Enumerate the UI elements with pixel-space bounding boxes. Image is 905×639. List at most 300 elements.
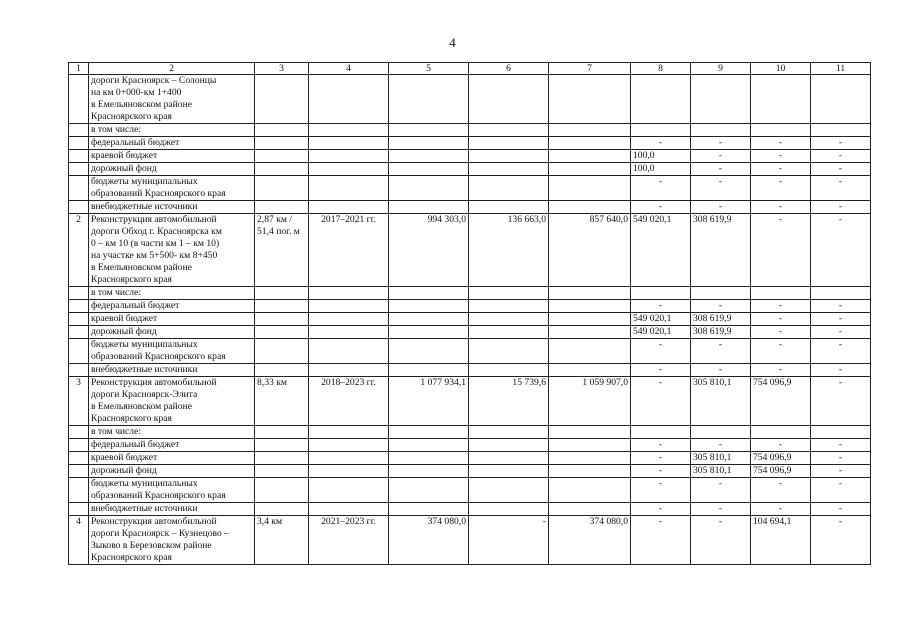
object-name xyxy=(89,426,255,439)
year-value-10: - xyxy=(751,137,811,150)
year-value-8: - xyxy=(631,503,691,516)
object-name-line: образований Красноярского края xyxy=(91,188,226,199)
funded-before xyxy=(469,439,549,452)
capacity xyxy=(255,426,309,439)
object-name xyxy=(89,124,255,137)
estimated-cost xyxy=(389,503,469,516)
funded-before xyxy=(469,364,549,377)
column-header-3: 3 xyxy=(255,63,309,75)
row-number xyxy=(69,75,89,124)
year-value-8: 549 020,1 xyxy=(631,214,691,287)
period xyxy=(309,201,389,214)
header-row xyxy=(69,63,871,75)
object-name-line: бюджеты муниципальных xyxy=(91,176,198,187)
estimated-cost xyxy=(389,452,469,465)
year-value-9: - xyxy=(691,339,751,364)
year-value-9: - xyxy=(691,176,751,201)
object-name xyxy=(89,516,255,565)
remaining-cost xyxy=(549,300,631,313)
remaining-cost xyxy=(549,465,631,478)
object-name xyxy=(89,377,255,426)
row-number xyxy=(69,426,89,439)
capacity-line: 51,4 пог. м xyxy=(257,226,300,237)
period xyxy=(309,465,389,478)
object-name-line: Красноярского края xyxy=(91,552,172,563)
object-name xyxy=(89,150,255,163)
object-name-line: на км 0+000-км 1+400 xyxy=(91,87,182,98)
year-value-9 xyxy=(691,75,751,124)
column-header-5: 5 xyxy=(389,63,469,75)
remaining-cost xyxy=(549,201,631,214)
year-value-11: - xyxy=(811,150,871,163)
column-header-8: 8 xyxy=(631,63,691,75)
object-name-line: Красноярского края xyxy=(91,111,172,122)
object-name-line: в Емельяновском районе xyxy=(91,401,192,412)
year-value-10: - xyxy=(751,439,811,452)
object-name-line: дороги Красноярск-Элита xyxy=(91,389,198,400)
year-value-11 xyxy=(811,124,871,137)
object-name-line: в Емельяновском районе xyxy=(91,99,192,110)
capacity xyxy=(255,287,309,300)
object-name-line: краевой бюджет xyxy=(91,452,158,463)
year-value-8: - xyxy=(631,364,691,377)
object-name xyxy=(89,214,255,287)
table-row xyxy=(69,503,871,516)
year-value-10: - xyxy=(751,313,811,326)
table-row xyxy=(69,364,871,377)
period xyxy=(309,75,389,124)
table-row xyxy=(69,214,871,287)
table-row xyxy=(69,326,871,339)
year-value-8: - xyxy=(631,176,691,201)
year-value-11 xyxy=(811,75,871,124)
table-row xyxy=(69,287,871,300)
row-number xyxy=(69,503,89,516)
year-value-10: 754 096,9 xyxy=(751,377,811,426)
year-value-10: - xyxy=(751,150,811,163)
year-value-8: 100,0 xyxy=(631,150,691,163)
object-name xyxy=(89,75,255,124)
row-number xyxy=(69,287,89,300)
funded-before xyxy=(469,300,549,313)
remaining-cost xyxy=(549,124,631,137)
funded-before xyxy=(469,176,549,201)
year-value-9: - xyxy=(691,137,751,150)
object-name xyxy=(89,176,255,201)
object-name-line: федеральный бюджет xyxy=(91,300,180,311)
object-name-line: краевой бюджет xyxy=(91,313,158,324)
year-value-9: - xyxy=(691,150,751,163)
object-name xyxy=(89,503,255,516)
year-value-9: - xyxy=(691,439,751,452)
table-row xyxy=(69,426,871,439)
year-value-8: - xyxy=(631,377,691,426)
object-name-line: краевой бюджет xyxy=(91,150,158,161)
table-row xyxy=(69,163,871,176)
year-value-10: - xyxy=(751,163,811,176)
year-value-10 xyxy=(751,426,811,439)
estimated-cost xyxy=(389,326,469,339)
column-header-10: 10 xyxy=(751,63,811,75)
table-row xyxy=(69,465,871,478)
estimated-cost xyxy=(389,150,469,163)
year-value-9: 305 810,1 xyxy=(691,465,751,478)
column-header-4: 4 xyxy=(309,63,389,75)
capacity xyxy=(255,313,309,326)
capacity xyxy=(255,75,309,124)
year-value-11: - xyxy=(811,201,871,214)
capacity xyxy=(255,150,309,163)
period xyxy=(309,313,389,326)
table-row xyxy=(69,150,871,163)
object-name-line: Красноярского края xyxy=(91,413,172,424)
year-value-9: 308 619,9 xyxy=(691,214,751,287)
table-row xyxy=(69,478,871,503)
object-name-line: дороги Красноярск – Кузнецово – xyxy=(91,528,229,539)
capacity xyxy=(255,201,309,214)
estimated-cost xyxy=(389,163,469,176)
object-name-line: в Емельяновском районе xyxy=(91,262,192,273)
year-value-10: - xyxy=(751,176,811,201)
year-value-10: 104 694,1 xyxy=(751,516,811,565)
capacity xyxy=(255,137,309,150)
estimated-cost xyxy=(389,426,469,439)
year-value-10: - xyxy=(751,214,811,287)
year-value-9: 308 619,9 xyxy=(691,326,751,339)
year-value-10 xyxy=(751,287,811,300)
object-name xyxy=(89,465,255,478)
funded-before xyxy=(469,426,549,439)
period: 2021–2023 гг. xyxy=(309,516,389,565)
capacity xyxy=(255,214,309,287)
estimated-cost xyxy=(389,300,469,313)
estimated-cost xyxy=(389,313,469,326)
object-name-line: дороги Красноярск – Солонцы xyxy=(91,75,217,86)
table-row xyxy=(69,377,871,426)
object-name xyxy=(89,478,255,503)
funded-before xyxy=(469,465,549,478)
object-name xyxy=(89,287,255,300)
remaining-cost xyxy=(549,339,631,364)
year-value-8 xyxy=(631,124,691,137)
row-number: 4 xyxy=(69,516,89,565)
capacity-line: 3,4 км xyxy=(257,516,283,527)
funded-before: 136 663,0 xyxy=(469,214,549,287)
year-value-8 xyxy=(631,75,691,124)
estimated-cost: 374 080,0 xyxy=(389,516,469,565)
object-name xyxy=(89,452,255,465)
object-name-line: в том числе: xyxy=(91,287,142,298)
remaining-cost xyxy=(549,364,631,377)
object-name xyxy=(89,339,255,364)
object-name-line: федеральный бюджет xyxy=(91,137,180,148)
row-number xyxy=(69,124,89,137)
column-header-1: 1 xyxy=(69,63,89,75)
year-value-11: - xyxy=(811,137,871,150)
estimated-cost: 1 077 934,1 xyxy=(389,377,469,426)
table-row xyxy=(69,339,871,364)
object-name-line: Реконструкция автомобильной xyxy=(91,214,217,225)
object-name-line: внебюджетные источники xyxy=(91,503,198,514)
remaining-cost xyxy=(549,150,631,163)
year-value-11: - xyxy=(811,214,871,287)
object-name xyxy=(89,326,255,339)
funded-before xyxy=(469,478,549,503)
year-value-11: - xyxy=(811,313,871,326)
table-row xyxy=(69,176,871,201)
period xyxy=(309,452,389,465)
year-value-8: - xyxy=(631,465,691,478)
period xyxy=(309,426,389,439)
row-number xyxy=(69,478,89,503)
funded-before xyxy=(469,163,549,176)
estimated-cost xyxy=(389,364,469,377)
period: 2018–2023 гг. xyxy=(309,377,389,426)
year-value-10: - xyxy=(751,503,811,516)
object-name-line: дорожный фонд xyxy=(91,465,157,476)
row-number xyxy=(69,313,89,326)
object-name-line: Реконструкция автомобильной xyxy=(91,377,217,388)
column-header-11: 11 xyxy=(811,63,871,75)
funded-before: - xyxy=(469,516,549,565)
funded-before xyxy=(469,150,549,163)
year-value-8: - xyxy=(631,439,691,452)
row-number xyxy=(69,300,89,313)
object-name xyxy=(89,313,255,326)
table-row xyxy=(69,452,871,465)
estimated-cost: 994 303,0 xyxy=(389,214,469,287)
year-value-11: - xyxy=(811,176,871,201)
estimated-cost xyxy=(389,339,469,364)
year-value-11: - xyxy=(811,300,871,313)
year-value-8: 549 020,1 xyxy=(631,326,691,339)
period xyxy=(309,339,389,364)
period xyxy=(309,137,389,150)
capacity xyxy=(255,326,309,339)
page-number: 4 xyxy=(449,35,456,50)
year-value-10: 754 096,9 xyxy=(751,465,811,478)
row-number xyxy=(69,150,89,163)
row-number xyxy=(69,137,89,150)
estimated-cost xyxy=(389,137,469,150)
year-value-8: - xyxy=(631,300,691,313)
row-number: 2 xyxy=(69,214,89,287)
year-value-10: 754 096,9 xyxy=(751,452,811,465)
year-value-9 xyxy=(691,426,751,439)
object-name-line: федеральный бюджет xyxy=(91,439,180,450)
remaining-cost: 374 080,0 xyxy=(549,516,631,565)
year-value-8: - xyxy=(631,516,691,565)
capacity xyxy=(255,478,309,503)
object-name-line: в том числе: xyxy=(91,124,142,135)
object-name-line: на участке км 5+500- км 8+450 xyxy=(91,250,218,261)
column-header-9: 9 xyxy=(691,63,751,75)
period xyxy=(309,503,389,516)
year-value-11: - xyxy=(811,516,871,565)
row-number: 3 xyxy=(69,377,89,426)
funded-before xyxy=(469,339,549,364)
year-value-10 xyxy=(751,75,811,124)
period xyxy=(309,326,389,339)
remaining-cost xyxy=(549,287,631,300)
capacity xyxy=(255,377,309,426)
object-name-line: бюджеты муниципальных xyxy=(91,478,198,489)
year-value-9 xyxy=(691,124,751,137)
object-name-line: дороги Обход г. Красноярска км xyxy=(91,226,222,237)
year-value-8: 549 020,1 xyxy=(631,313,691,326)
estimated-cost xyxy=(389,478,469,503)
object-name xyxy=(89,137,255,150)
period: 2017–2021 гг. xyxy=(309,214,389,287)
estimated-cost xyxy=(389,201,469,214)
year-value-11: - xyxy=(811,163,871,176)
year-value-9: - xyxy=(691,300,751,313)
period xyxy=(309,124,389,137)
period xyxy=(309,478,389,503)
year-value-9 xyxy=(691,287,751,300)
period xyxy=(309,287,389,300)
table-row xyxy=(69,300,871,313)
object-name-line: Реконструкция автомобильной xyxy=(91,516,217,527)
year-value-10: - xyxy=(751,300,811,313)
funded-before xyxy=(469,124,549,137)
year-value-10: - xyxy=(751,339,811,364)
capacity xyxy=(255,465,309,478)
row-number xyxy=(69,452,89,465)
period xyxy=(309,439,389,452)
estimated-cost xyxy=(389,124,469,137)
object-name-line: образований Красноярского края xyxy=(91,351,226,362)
year-value-10: - xyxy=(751,478,811,503)
year-value-9: 308 619,9 xyxy=(691,313,751,326)
capacity xyxy=(255,339,309,364)
year-value-11: - xyxy=(811,364,871,377)
column-header-2: 2 xyxy=(89,63,255,75)
funded-before xyxy=(469,201,549,214)
object-name-line: внебюджетные источники xyxy=(91,201,198,212)
year-value-9: - xyxy=(691,364,751,377)
object-name-line: внебюджетные источники xyxy=(91,364,198,375)
table-row xyxy=(69,516,871,565)
year-value-10: - xyxy=(751,364,811,377)
year-value-11: - xyxy=(811,439,871,452)
year-value-9: - xyxy=(691,163,751,176)
remaining-cost xyxy=(549,313,631,326)
year-value-11 xyxy=(811,426,871,439)
capacity xyxy=(255,452,309,465)
funded-before xyxy=(469,326,549,339)
remaining-cost xyxy=(549,503,631,516)
year-value-11: - xyxy=(811,377,871,426)
table-row xyxy=(69,75,871,124)
row-number xyxy=(69,465,89,478)
object-name-line: Зыково в Березовском районе xyxy=(91,540,212,551)
capacity-line: 8,33 км xyxy=(257,377,287,388)
year-value-11: - xyxy=(811,478,871,503)
row-number xyxy=(69,163,89,176)
year-value-8: - xyxy=(631,452,691,465)
funded-before xyxy=(469,503,549,516)
estimated-cost xyxy=(389,465,469,478)
year-value-11: - xyxy=(811,339,871,364)
year-value-8 xyxy=(631,426,691,439)
table-row xyxy=(69,201,871,214)
object-name-line: дорожный фонд xyxy=(91,326,157,337)
funded-before xyxy=(469,75,549,124)
table-row xyxy=(69,313,871,326)
row-number xyxy=(69,439,89,452)
remaining-cost xyxy=(549,163,631,176)
object-name-line: образований Красноярского края xyxy=(91,490,226,501)
year-value-8 xyxy=(631,287,691,300)
period xyxy=(309,364,389,377)
remaining-cost xyxy=(549,75,631,124)
funded-before xyxy=(469,137,549,150)
column-header-6: 6 xyxy=(469,63,549,75)
estimated-cost xyxy=(389,287,469,300)
year-value-8: 100,0 xyxy=(631,163,691,176)
remaining-cost xyxy=(549,478,631,503)
object-name-line: бюджеты муниципальных xyxy=(91,339,198,350)
row-number xyxy=(69,326,89,339)
table-row xyxy=(69,439,871,452)
period xyxy=(309,163,389,176)
capacity-line: 2,87 км / xyxy=(257,214,292,225)
year-value-9: 305 810,1 xyxy=(691,377,751,426)
capacity xyxy=(255,300,309,313)
remaining-cost xyxy=(549,439,631,452)
table-row xyxy=(69,124,871,137)
capacity xyxy=(255,503,309,516)
year-value-9: 305 810,1 xyxy=(691,452,751,465)
year-value-8: - xyxy=(631,201,691,214)
row-number xyxy=(69,176,89,201)
year-value-8: - xyxy=(631,339,691,364)
capacity xyxy=(255,176,309,201)
year-value-11: - xyxy=(811,326,871,339)
period xyxy=(309,176,389,201)
year-value-11: - xyxy=(811,452,871,465)
year-value-11: - xyxy=(811,465,871,478)
object-name xyxy=(89,364,255,377)
year-value-8: - xyxy=(631,478,691,503)
estimated-cost xyxy=(389,439,469,452)
row-number xyxy=(69,364,89,377)
year-value-9: - xyxy=(691,201,751,214)
capacity xyxy=(255,364,309,377)
year-value-9: - xyxy=(691,503,751,516)
object-name-line: Красноярского края xyxy=(91,274,172,285)
remaining-cost: 857 640,0 xyxy=(549,214,631,287)
object-name-line: в том числе: xyxy=(91,426,142,437)
capacity xyxy=(255,516,309,565)
remaining-cost xyxy=(549,426,631,439)
object-name xyxy=(89,201,255,214)
remaining-cost xyxy=(549,137,631,150)
funded-before: 15 739,6 xyxy=(469,377,549,426)
estimated-cost xyxy=(389,75,469,124)
year-value-9: - xyxy=(691,516,751,565)
object-name-line: 0 – км 10 (в части км 1 – км 10) xyxy=(91,238,220,249)
object-name xyxy=(89,439,255,452)
year-value-9: - xyxy=(691,478,751,503)
remaining-cost xyxy=(549,452,631,465)
table-body xyxy=(69,75,871,565)
funded-before xyxy=(469,452,549,465)
year-value-10: - xyxy=(751,201,811,214)
object-name xyxy=(89,163,255,176)
object-name-line: дорожный фонд xyxy=(91,163,157,174)
